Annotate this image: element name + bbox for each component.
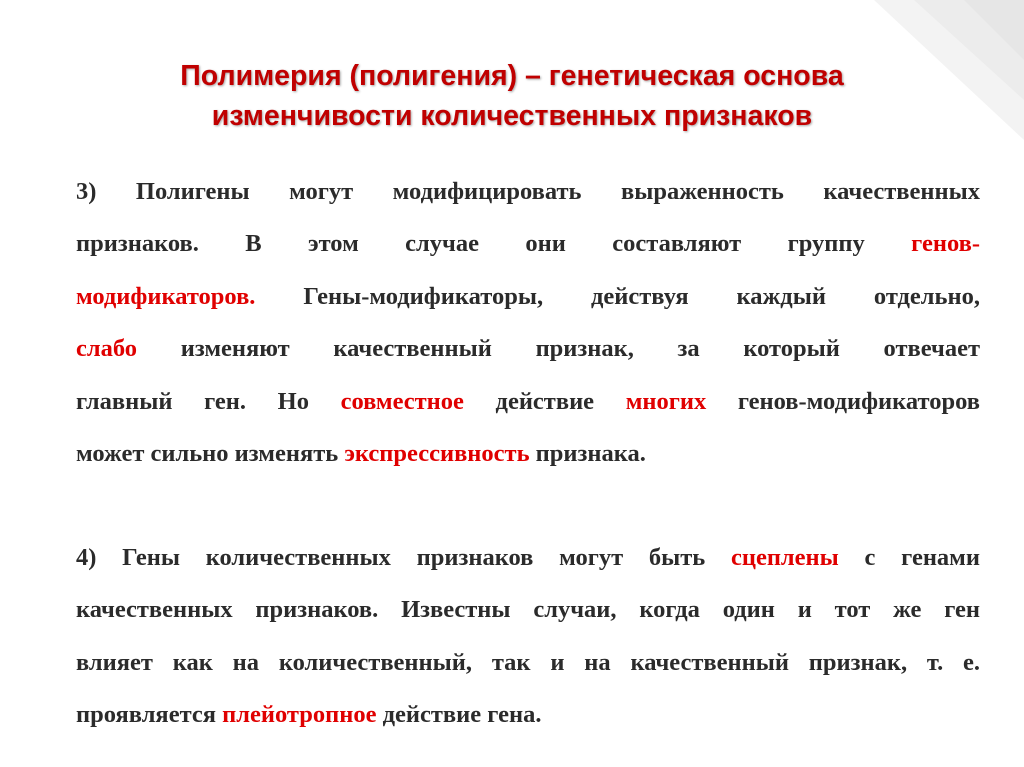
text-segment: влияет как на количественный, так и на качественный признак, т. е. [76, 648, 980, 676]
slide-title [130, 56, 894, 136]
text-line [76, 532, 980, 584]
highlighted-term: плейотропное [222, 701, 377, 729]
text-line [76, 271, 980, 323]
text-segment: с генами [838, 544, 980, 571]
text-segment: главный ген. Но [76, 387, 341, 415]
highlighted-term: совместное [340, 387, 464, 415]
text-segment: Гены-модификаторы, действуя каждый отдельно, [255, 282, 980, 310]
text-line [76, 637, 980, 689]
text-segment: 3) Полигены могут модифицировать выраженность качественных [76, 178, 980, 205]
paragraph-3 [76, 166, 980, 480]
text-line [76, 166, 980, 218]
highlighted-term: слабо [76, 335, 138, 363]
highlighted-term: генов- [911, 230, 980, 258]
text-line [76, 584, 980, 636]
text-segment: проявляется [76, 701, 223, 729]
highlighted-term: модификаторов. [76, 282, 256, 310]
text-segment: изменяют качественный признак, за который отвечает [137, 335, 980, 363]
text-segment: действие гена. [376, 701, 542, 729]
highlighted-term: экспрессивность [344, 439, 530, 467]
highlighted-term: многих [625, 387, 707, 415]
text-segment: признака. [529, 439, 646, 467]
text-segment: 4) Гены количественных признаков могут быть [76, 544, 731, 571]
paragraph-4 [76, 532, 980, 742]
text-line [76, 428, 980, 480]
text-line [76, 323, 980, 375]
text-line [76, 218, 980, 270]
text-line [76, 689, 980, 741]
slide-title-line-2: изменчивости количественных признаков [211, 100, 813, 132]
text-segment: может сильно изменять [76, 439, 345, 467]
highlighted-term: сцеплены [730, 544, 839, 571]
slide-title-line-1: Полимерия (полигения) – генетическая основа [180, 60, 844, 92]
text-line [76, 376, 980, 428]
text-segment: признаков. В этом случае они составляют группу [76, 230, 912, 258]
text-segment: генов-модификаторов [706, 387, 980, 415]
text-segment: качественных признаков. Известны случаи, когда один и тот же ген [76, 596, 980, 624]
text-segment: действие [463, 387, 626, 415]
